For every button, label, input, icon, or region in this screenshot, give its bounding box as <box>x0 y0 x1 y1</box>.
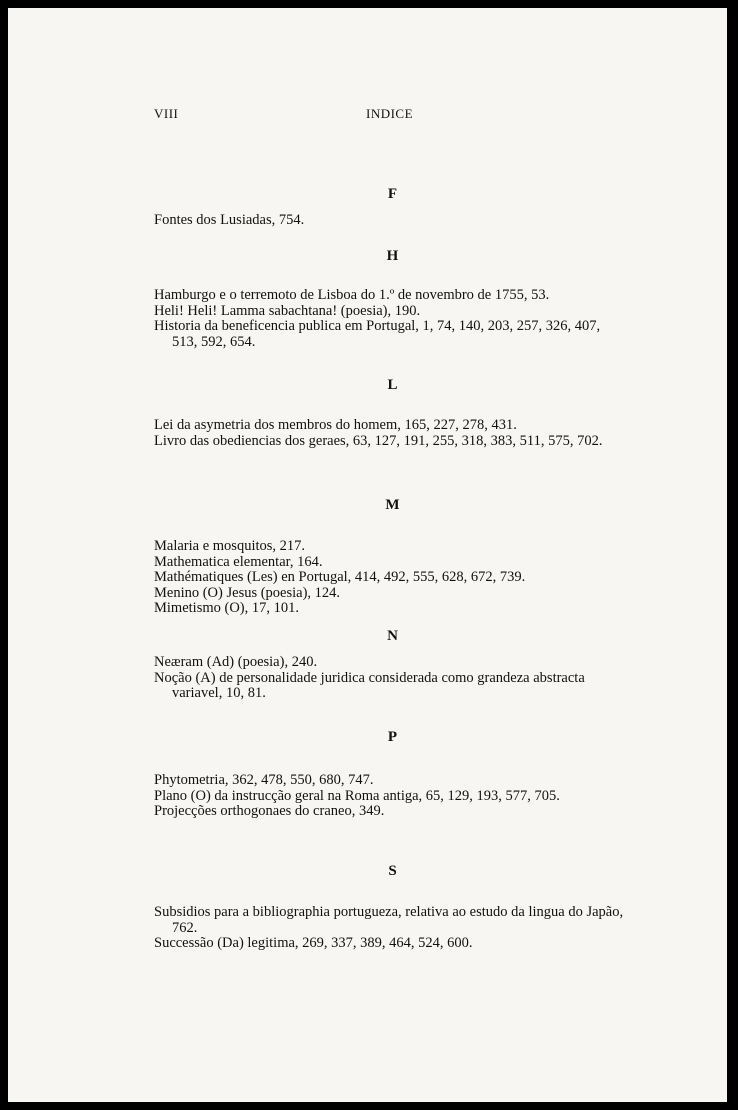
index-entry: Heli! Heli! Lamma sabachtana! (poesia), 190. <box>154 302 421 319</box>
index-entry: Phytometria, 362, 478, 550, 680, 747. <box>154 772 374 788</box>
section-p-entries <box>154 773 629 820</box>
index-entry: Hamburgo e o terremoto de Lisboa do 1.º de novembro de 1755, 53. <box>154 287 550 303</box>
index-entry: Successão (Da) legitima, 269, 337, 389, 464, 524, 600. <box>154 935 473 952</box>
index-entry: Mathématiques (Les) en Portugal, 414, 492, 555, 628, 672, 739. <box>154 569 526 586</box>
book-page <box>8 8 727 1102</box>
index-entry: Neæram (Ad) (poesia), 240. <box>154 654 318 670</box>
index-entry: Lei da asymetria dos membros do homem, 165, 227, 278, 431. <box>154 417 517 433</box>
index-entry: Malaria e mosquitos, 217. <box>154 538 306 554</box>
section-s-entries <box>154 905 629 952</box>
index-entry: Noção (A) de personalidade juridica considerada como grandeza abstracta variavel, 10, 81. <box>154 669 585 702</box>
section-letter-s: S <box>388 863 397 879</box>
section-letter-n: N <box>387 628 398 644</box>
section-letter-m: M <box>385 497 400 513</box>
index-entry: Menino (O) Jesus (poesia), 124. <box>154 584 341 601</box>
section-h-entries <box>154 288 629 350</box>
section-m-entries <box>154 539 629 617</box>
index-entry: Mimetismo (O), 17, 101. <box>154 600 299 617</box>
index-entry: Plano (O) da instrucção geral na Roma antiga, 65, 129, 193, 577, 705. <box>154 787 560 804</box>
section-letter-f: F <box>387 186 398 202</box>
index-entry: Fontes dos Lusiadas, 754. <box>154 212 305 228</box>
index-entry: Historia da beneficencia publica em Portugal, 1, 74, 140, 203, 257, 326, 407, 513, 592, 654. <box>154 318 601 350</box>
section-l-entries <box>154 418 629 449</box>
page-title: INDICE <box>366 106 414 121</box>
index-entry: Subsidios para a bibliographia portugueza, relativa ao estudo da lingua do Japão, 762. <box>154 904 624 936</box>
section-letter-l: L <box>387 377 398 393</box>
index-entry: Mathematica elementar, 164. <box>154 553 323 570</box>
section-letter-p: P <box>387 729 398 745</box>
page-number: VIII <box>154 106 179 121</box>
section-letter-h: H <box>386 248 399 264</box>
index-entry: Livro das obediencias dos geraes, 63, 127, 191, 255, 318, 383, 511, 575, 702. <box>154 432 603 449</box>
section-n-entries <box>154 655 629 702</box>
index-entry: Projecções orthogonaes do craneo, 349. <box>154 803 385 820</box>
section-f-entries <box>154 213 629 229</box>
